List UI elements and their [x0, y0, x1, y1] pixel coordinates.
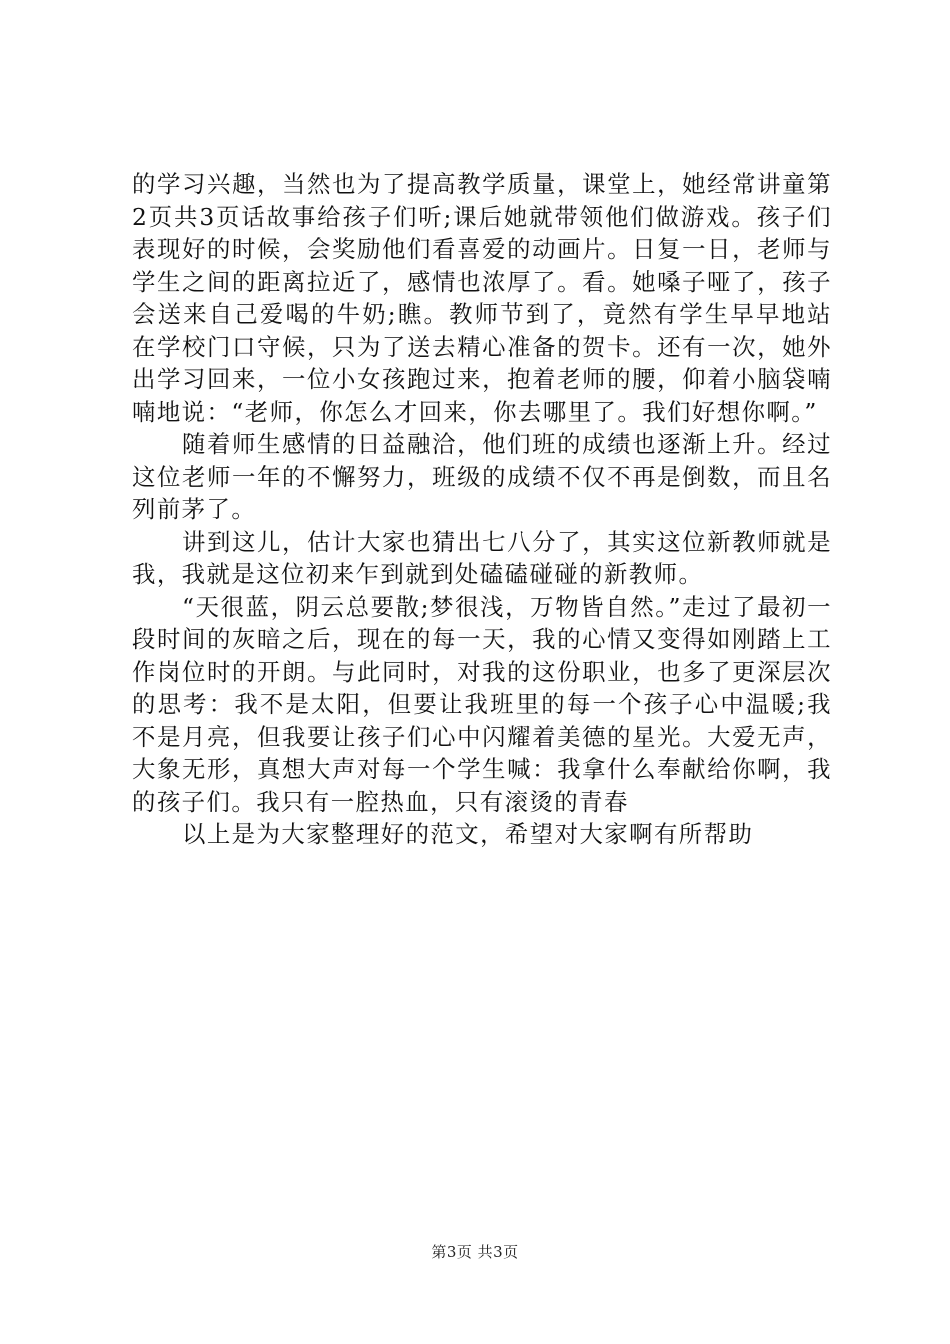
paragraph-closing-note: 以上是为大家整理好的范文，希望对大家啊有所帮助	[182, 820, 754, 848]
paragraph-grades-rise: 随着师生感情的日益融洽，他们班的成绩也逐渐上升。经过这位老师一年的不懈努力，班级的成绩不仅不再是倒数，而且名列前茅了。	[132, 430, 832, 523]
paragraph-continued: 的学习兴趣，当然也为了提高教学质量，课堂上，她经常讲童第2页共3页话故事给孩子们听;课后她就带领他们做游戏。孩子们表现好的时候，会奖励他们看喜爱的动画片。日复一日，老师与学生之间的距离拉近了，感情也浓厚了。看。她嗓子哑了，孩子会送来自己爱喝的牛奶;瞧。教师节到了，竟然有学生早早地站在学校门口守候，只为了送去精心准备的贺卡。还有一次，她外出学习回来，一位小女孩跑过来，抱着老师的腰，仰着小脑袋喃喃地说：“老师，你怎么才回来，你去哪里了。我们好想你啊。”	[132, 170, 832, 426]
paragraph-reflection: “天很蓝，阴云总要散;梦很浅，万物皆自然。”走过了最初一段时间的灰暗之后，现在的每一天，我的心情又变得如刚踏上工作岗位时的开朗。与此同时，对我的这份职业，也多了更深层次的思考：我不是太阳，但要让我班里的每一个孩子心中温暖;我不是月亮，但我要让孩子们心中闪耀着美德的星光。大爱无声，大象无形，真想大声对每一个学生喊：我拿什么奉献给你啊，我的孩子们。我只有一腔热血，只有滚烫的青春	[132, 592, 832, 816]
document-body	[132, 168, 832, 851]
paragraph-reveal: 讲到这儿，估计大家也猜出七八分了，其实这位新教师就是我，我就是这位初来乍到就到处磕磕碰碰的新教师。	[132, 527, 832, 588]
page-footer: 第3页 共3页	[431, 1243, 519, 1261]
